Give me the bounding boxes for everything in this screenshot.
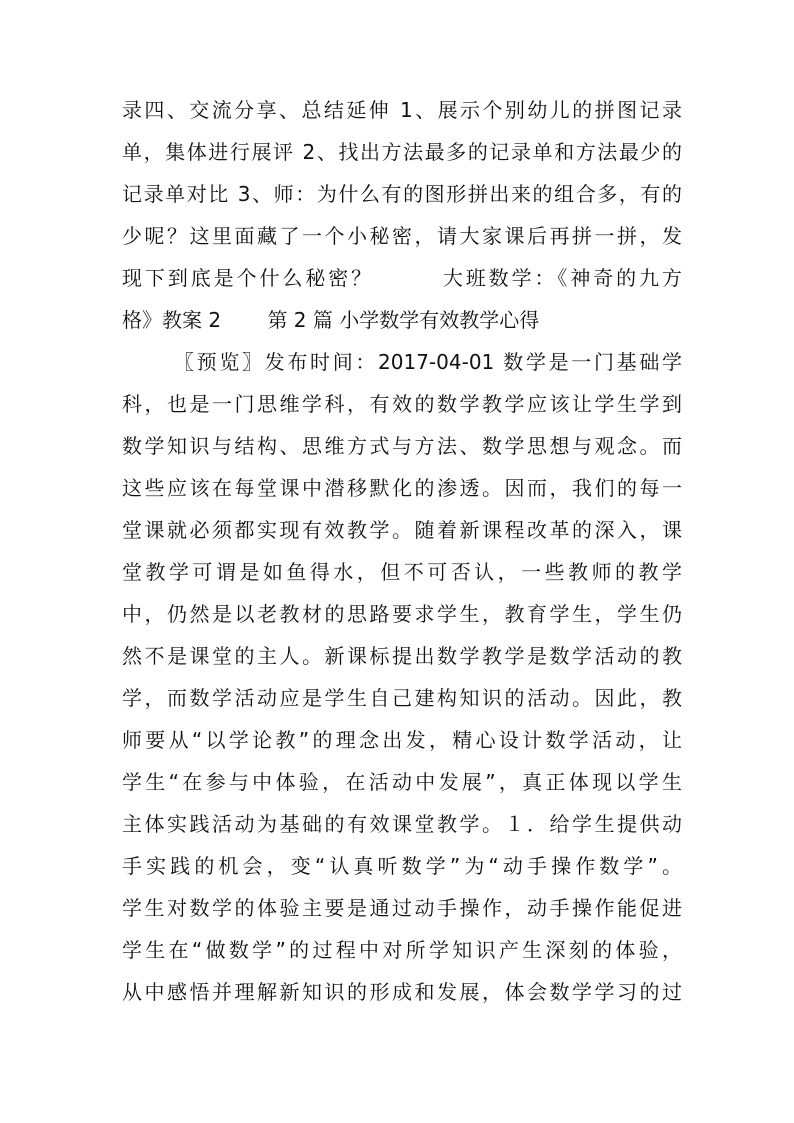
text-line: 学生对数学的体验主要是通过动手操作，动手操作能促进	[122, 896, 682, 920]
text-line: 从中感悟并理解新知识的形成和发展，体会数学学习的过	[122, 980, 682, 1004]
text-line: 堂教学可谓是如鱼得水，但不可否认，一些教师的教学	[122, 560, 682, 584]
text-line: 堂课就必须都实现有效教学。随着新课程改革的深入，课	[122, 518, 682, 542]
text-line: 中，仍然是以老教材的思路要求学生，教育学生，学生仍	[122, 602, 682, 626]
text-line: 主体实践活动为基础的有效课堂教学。１．给学生提供动	[122, 812, 682, 836]
text-line: 数学知识与结构、思维方式与方法、数学思想与观念。而	[122, 434, 682, 458]
text-line: 这些应该在每堂课中潜移默化的渗透。因而，我们的每一	[122, 476, 682, 500]
text-line: 手实践的机会，变“认真听数学”为“动手操作数学”。	[122, 854, 682, 878]
text-line: 学生在“做数学”的过程中对所学知识产生深刻的体验，	[122, 938, 682, 962]
text-line: 〖预览〗发布时间：2017-04-01 数学是一门基础学	[174, 350, 682, 374]
text-line: 录四、交流分享、总结延伸 1、展示个别幼儿的拼图记录	[122, 98, 682, 122]
text-line: 然不是课堂的主人。新课标提出数学教学是数学活动的教	[122, 644, 682, 668]
text-line: 学，而数学活动应是学生自己建构知识的活动。因此，教	[122, 686, 682, 710]
text-line: 科，也是一门思维学科，有效的数学教学应该让学生学到	[122, 392, 682, 416]
text-line: 记录单对比 3、师：为什么有的图形拼出来的组合多，有的	[122, 182, 682, 206]
text-line: 现下到底是个什么秘密？ 大班数学：《神奇的九方	[122, 266, 682, 290]
text-line: 单，集体进行展评 2、找出方法最多的记录单和方法最少的	[122, 140, 682, 164]
text-line: 学生“在参与中体验，在活动中发展”，真正体现以学生	[122, 770, 682, 794]
text-line: 少呢？这里面藏了一个小秘密，请大家课后再拼一拼，发	[122, 224, 682, 248]
text-line: 师要从“以学论教”的理念出发，精心设计数学活动，让	[122, 728, 682, 752]
text-line: 格》教案 2 第 2 篇 小学数学有效教学心得	[122, 308, 540, 332]
